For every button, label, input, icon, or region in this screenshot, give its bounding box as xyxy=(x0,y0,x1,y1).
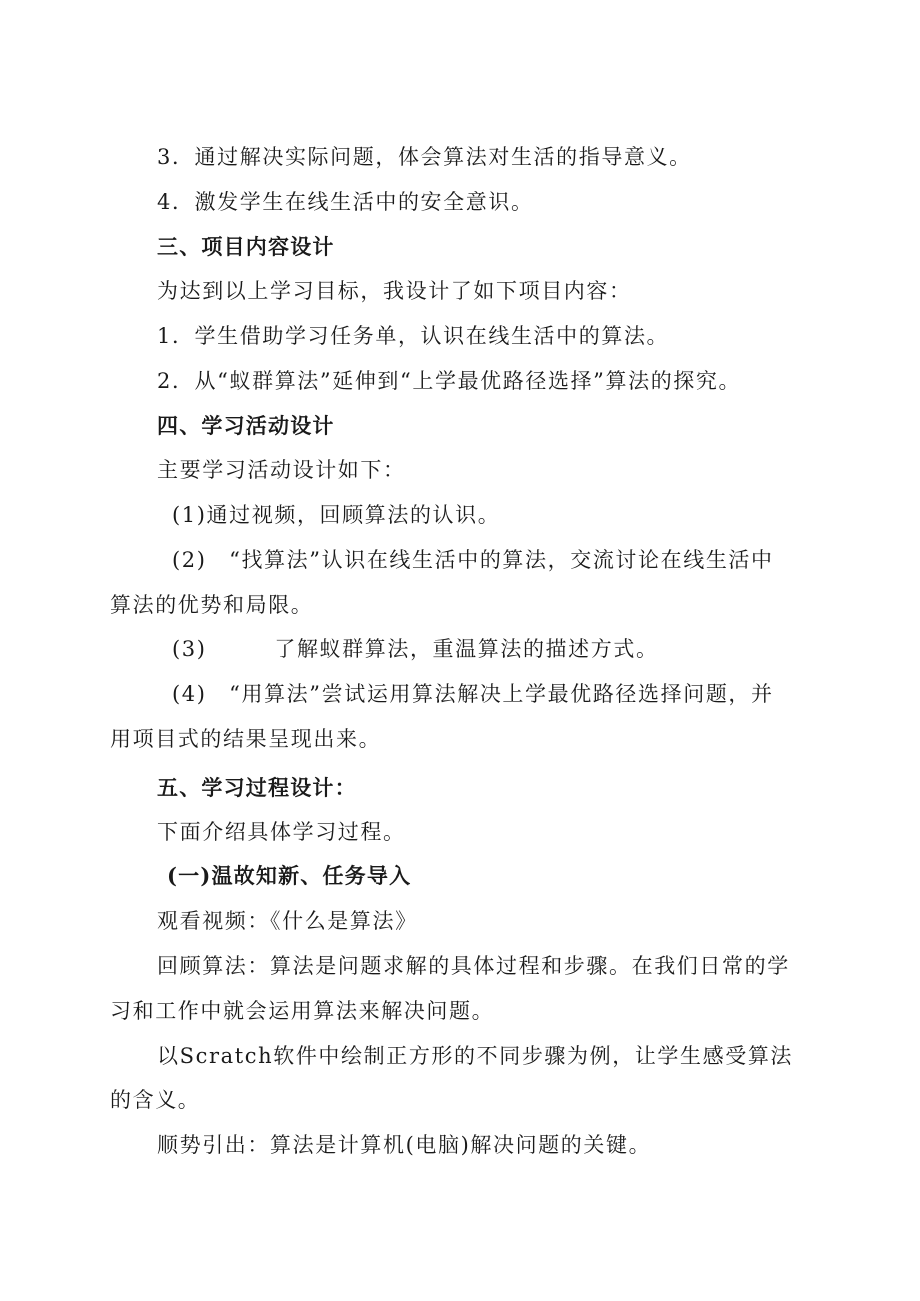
list-item: (4) “用算法”尝试运用算法解决上学最优路径选择问题，并 xyxy=(172,682,774,706)
section-heading-5: 五、学习过程设计： xyxy=(157,775,357,800)
list-item: (1)通过视频，回顾算法的认识。 xyxy=(172,503,501,527)
list-item: 1．学生借助学习任务单，认识在线生活中的算法。 xyxy=(157,324,670,348)
paragraph-continuation: 的含义。 xyxy=(110,1088,201,1112)
list-item: 2．从“蚁群算法”延伸到“上学最优路径选择”算法的探究。 xyxy=(157,369,742,393)
list-item: (2) “找算法”认识在线生活中的算法，交流讨论在线生活中 xyxy=(172,548,774,572)
paragraph: 下面介绍具体学习过程。 xyxy=(157,820,406,844)
paragraph: 为达到以上学习目标，我设计了如下项目内容： xyxy=(157,279,632,303)
paragraph: 顺势引出：算法是计算机(电脑)解决问题的关键。 xyxy=(157,1133,652,1157)
list-item-continuation: 算法的优势和局限。 xyxy=(110,593,314,617)
list-item: (3) 了解蚁群算法，重温算法的描述方式。 xyxy=(172,637,659,661)
paragraph: 回顾算法：算法是问题求解的具体过程和步骤。在我们日常的学 xyxy=(157,954,790,978)
paragraph: 主要学习活动设计如下： xyxy=(157,458,406,482)
paragraph-continuation: 习和工作中就会运用算法来解决问题。 xyxy=(110,999,495,1023)
goal-3: 3．通过解决实际问题，体会算法对生活的指导意义。 xyxy=(157,145,692,169)
subsection-heading: (一)温故知新、任务导入 xyxy=(167,863,412,888)
goal-4: 4．激发学生在线生活中的安全意识。 xyxy=(157,190,534,214)
paragraph: 以Scratch软件中绘制正方形的不同步骤为例，让学生感受算法 xyxy=(157,1044,794,1068)
list-item-continuation: 用项目式的结果呈现出来。 xyxy=(110,727,382,751)
paragraph: 观看视频：《什么是算法》 xyxy=(157,909,418,933)
section-heading-3: 三、项目内容设计 xyxy=(157,234,335,259)
section-heading-4: 四、学习活动设计 xyxy=(157,413,335,438)
